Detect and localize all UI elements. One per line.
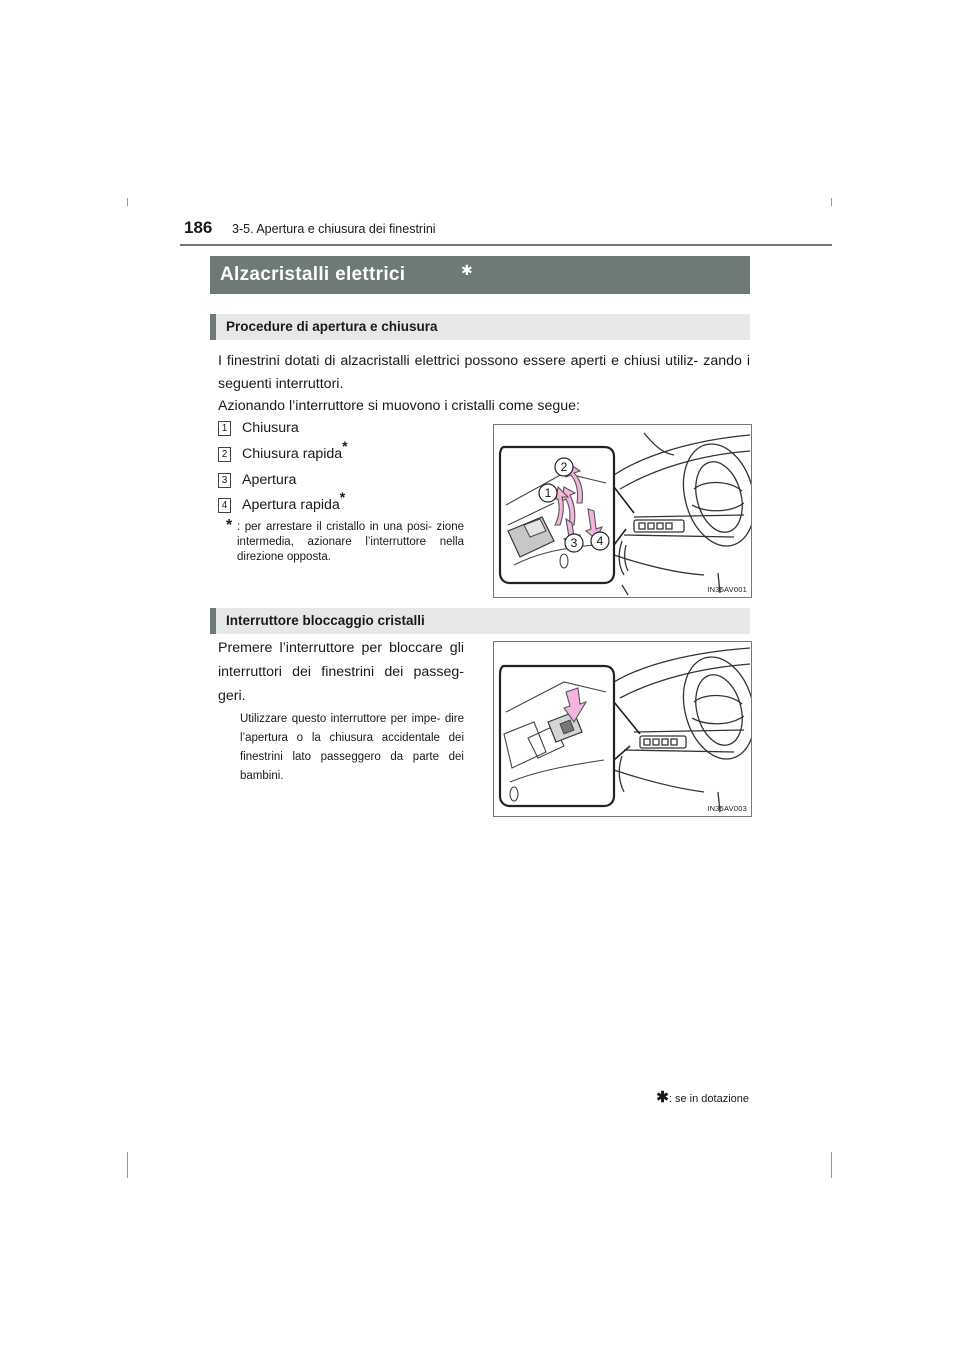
crop-mark xyxy=(127,198,128,206)
subheading-bar xyxy=(210,314,216,340)
optional-equipment-note xyxy=(656,1088,749,1106)
lock-paragraph: Premere l’interruttore per bloccare gli interruttori dei finestrini dei passeg- geri. xyxy=(218,640,464,704)
switch-illustration xyxy=(494,425,751,597)
subheading-lock xyxy=(210,608,750,634)
subheading-procedure xyxy=(210,314,750,340)
item-number: 2 xyxy=(218,447,231,462)
callout-1: 1 xyxy=(544,486,552,500)
subheading-label: Procedure di apertura e chiusura xyxy=(226,319,438,334)
intro-paragraph: I finestrini dotati di alzacristalli elettrici possono essere aperti e chiusi utiliz- zando i seguenti interruttori. xyxy=(218,353,750,392)
note-text: : se in dotazione xyxy=(668,1093,749,1105)
item-label: Chiusura rapida* xyxy=(242,438,348,462)
item-number: 3 xyxy=(218,473,231,488)
callout-3: 3 xyxy=(570,536,578,550)
operation-paragraph: Azionando l’interruttore si muovono i cristalli come segue: xyxy=(218,398,580,414)
item-number: 4 xyxy=(218,498,231,513)
crop-mark xyxy=(831,1152,832,1178)
note-text: : per arrestare il cristallo in una posi- zione intermedia, azionare l’interruttore nella direzione opposta. xyxy=(237,521,464,563)
optional-equipment-mark: ✱ xyxy=(461,262,473,278)
item-label: Apertura xyxy=(242,472,297,488)
note-star: * xyxy=(226,517,233,534)
lock-illustration xyxy=(494,642,751,816)
crop-mark xyxy=(127,1152,128,1178)
callout-4: 4 xyxy=(596,534,604,548)
figure-code: IN35AV001 xyxy=(707,585,747,594)
crop-mark xyxy=(831,198,832,206)
callout-2: 2 xyxy=(560,460,568,474)
note-star: ✱ xyxy=(656,1089,669,1106)
page-number: 186 xyxy=(184,218,213,237)
lock-note: Utilizzare questo interruttore per impe- dire l’apertura o la chiusura accidentale dei finestrini lato passeggero da parte dei bambini. xyxy=(240,713,464,782)
item-number: 1 xyxy=(218,421,231,436)
lock-switch-figure xyxy=(493,641,752,817)
running-head: 3-5. Apertura e chiusura dei finestrini xyxy=(232,222,436,236)
header-rule xyxy=(180,244,832,246)
item-label: Apertura rapida* xyxy=(242,489,346,513)
subheading-label: Interruttore bloccaggio cristalli xyxy=(226,613,425,628)
section-title: Alzacristalli elettrici xyxy=(220,264,406,285)
item-label: Chiusura xyxy=(242,420,299,436)
figure-code: IN35AV003 xyxy=(707,804,747,813)
section-title-bar xyxy=(210,256,750,294)
footnote-quick xyxy=(226,517,464,565)
subheading-bar xyxy=(210,608,216,634)
window-switch-figure xyxy=(493,424,752,598)
